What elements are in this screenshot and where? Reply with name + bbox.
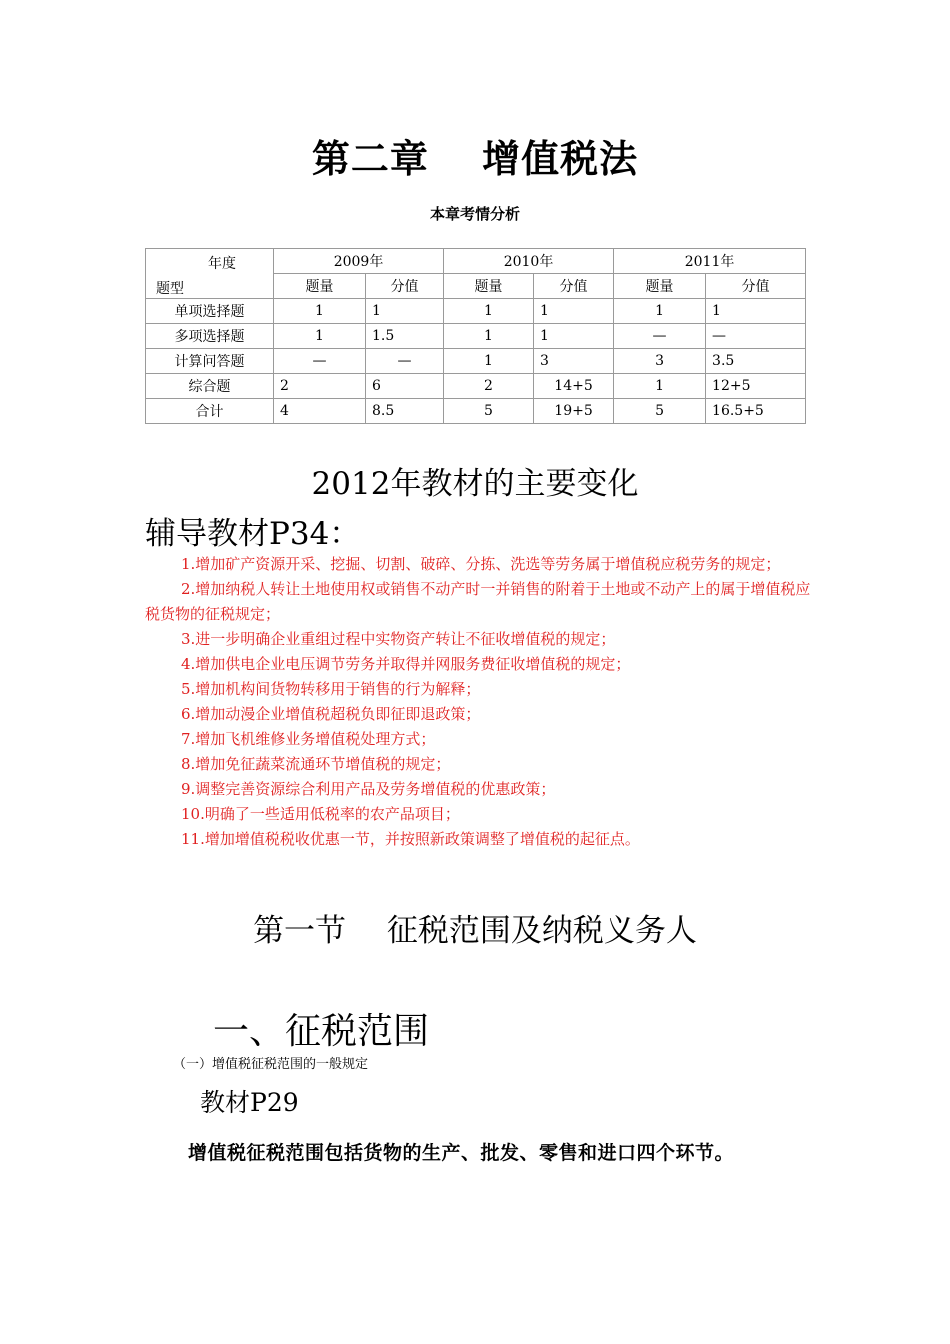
list-item: 5.增加机构间货物转移用于销售的行为解释； bbox=[181, 680, 481, 698]
list-item: 8.增加免征蔬菜流通环节增值税的规定； bbox=[181, 755, 451, 773]
table-cell: 1 bbox=[534, 324, 614, 349]
list-item: 9.调整完善资源综合利用产品及劳务增值税的优惠政策； bbox=[181, 780, 556, 798]
scope-subheading: （一）增值税征税范围的一般规定 bbox=[173, 1057, 369, 1072]
table-cell: 19+5 bbox=[534, 399, 614, 424]
table-cell: 6 bbox=[366, 374, 444, 399]
table-row bbox=[146, 399, 806, 424]
list-item: 6.增加动漫企业增值税超税负即征即退政策； bbox=[181, 705, 481, 723]
table-cell: 1 bbox=[366, 299, 444, 324]
row-type-cell: 综合题 bbox=[146, 374, 274, 399]
table-cell: 1 bbox=[444, 299, 534, 324]
exam-analysis-table bbox=[145, 248, 806, 424]
table-cell: 1 bbox=[444, 349, 534, 374]
list-item: 1.增加矿产资源开采、挖掘、切割、破碎、分拣、洗选等劳务属于增值税应税劳务的规定； bbox=[181, 555, 781, 573]
year-header-2009: 2009年 bbox=[274, 249, 444, 274]
table-cell: — bbox=[274, 349, 366, 374]
list-item: 3.进一步明确企业重组过程中实物资产转让不征收增值税的规定； bbox=[181, 630, 616, 648]
table-header-row bbox=[146, 249, 806, 274]
table-cell: 14+5 bbox=[534, 374, 614, 399]
table-cell: — bbox=[706, 324, 806, 349]
body-paragraph: 增值税征税范围包括货物的生产、批发、零售和进口四个环节。 bbox=[188, 1142, 735, 1164]
col-score-header: 分值 bbox=[706, 274, 806, 299]
table-row bbox=[146, 299, 806, 324]
year-header-2011: 2011年 bbox=[614, 249, 806, 274]
col-score-header: 分值 bbox=[366, 274, 444, 299]
col-count-header: 题量 bbox=[444, 274, 534, 299]
table-cell: 1 bbox=[274, 299, 366, 324]
table-cell: 3.5 bbox=[706, 349, 806, 374]
table-cell: — bbox=[614, 324, 706, 349]
reference-heading: 辅导教材P34： bbox=[145, 516, 361, 552]
row-type-cell: 计算问答题 bbox=[146, 349, 274, 374]
table-cell: 3 bbox=[534, 349, 614, 374]
year-header-2010: 2010年 bbox=[444, 249, 614, 274]
table-cell: 3 bbox=[614, 349, 706, 374]
table-corner-cell bbox=[146, 249, 274, 299]
row-type-cell: 多项选择题 bbox=[146, 324, 274, 349]
table-cell: 1 bbox=[274, 324, 366, 349]
corner-type-label: 题型 bbox=[156, 281, 184, 297]
corner-year-label: 年度 bbox=[208, 256, 236, 272]
changes-list bbox=[145, 552, 813, 852]
list-item: 2.增加纳税人转让土地使用权或销售不动产时一并销售的附着于土地或不动产上的属于增值税应税货物的征税规定； bbox=[145, 580, 811, 623]
table-cell: 1 bbox=[706, 299, 806, 324]
exam-analysis-subtitle: 本章考情分析 bbox=[429, 205, 520, 223]
table-cell: 12+5 bbox=[706, 374, 806, 399]
table-cell: 1 bbox=[614, 374, 706, 399]
table-cell: 5 bbox=[444, 399, 534, 424]
scope-heading: 一、征税范围 bbox=[213, 1011, 430, 1052]
chapter-title: 第二章 增值税法 bbox=[311, 136, 639, 181]
table-cell: 16.5+5 bbox=[706, 399, 806, 424]
table-cell: 1 bbox=[444, 324, 534, 349]
table-cell: 2 bbox=[444, 374, 534, 399]
row-type-cell: 合计 bbox=[146, 399, 274, 424]
table-cell: 1 bbox=[534, 299, 614, 324]
table-cell: 1 bbox=[614, 299, 706, 324]
changes-heading: 2012年教材的主要变化 bbox=[311, 466, 639, 502]
list-item: 7.增加飞机维修业务增值税处理方式； bbox=[181, 730, 436, 748]
table-cell: — bbox=[366, 349, 444, 374]
col-count-header: 题量 bbox=[274, 274, 366, 299]
list-item: 4.增加供电企业电压调节劳务并取得并网服务费征收增值税的规定； bbox=[181, 655, 631, 673]
list-item: 11.增加增值税税收优惠一节，并按照新政策调整了增值税的起征点。 bbox=[181, 830, 640, 848]
table-cell: 4 bbox=[274, 399, 366, 424]
table-cell: 1.5 bbox=[366, 324, 444, 349]
list-item: 10.明确了一些适用低税率的农产品项目； bbox=[181, 805, 460, 823]
col-count-header: 题量 bbox=[614, 274, 706, 299]
table-cell: 2 bbox=[274, 374, 366, 399]
textbook-reference: 教材P29 bbox=[200, 1088, 299, 1117]
table-cell: 5 bbox=[614, 399, 706, 424]
table-row bbox=[146, 349, 806, 374]
table-row bbox=[146, 324, 806, 349]
row-type-cell: 单项选择题 bbox=[146, 299, 274, 324]
col-score-header: 分值 bbox=[534, 274, 614, 299]
section-heading: 第一节 征税范围及纳税义务人 bbox=[253, 913, 697, 949]
table-row bbox=[146, 374, 806, 399]
table-cell: 8.5 bbox=[366, 399, 444, 424]
